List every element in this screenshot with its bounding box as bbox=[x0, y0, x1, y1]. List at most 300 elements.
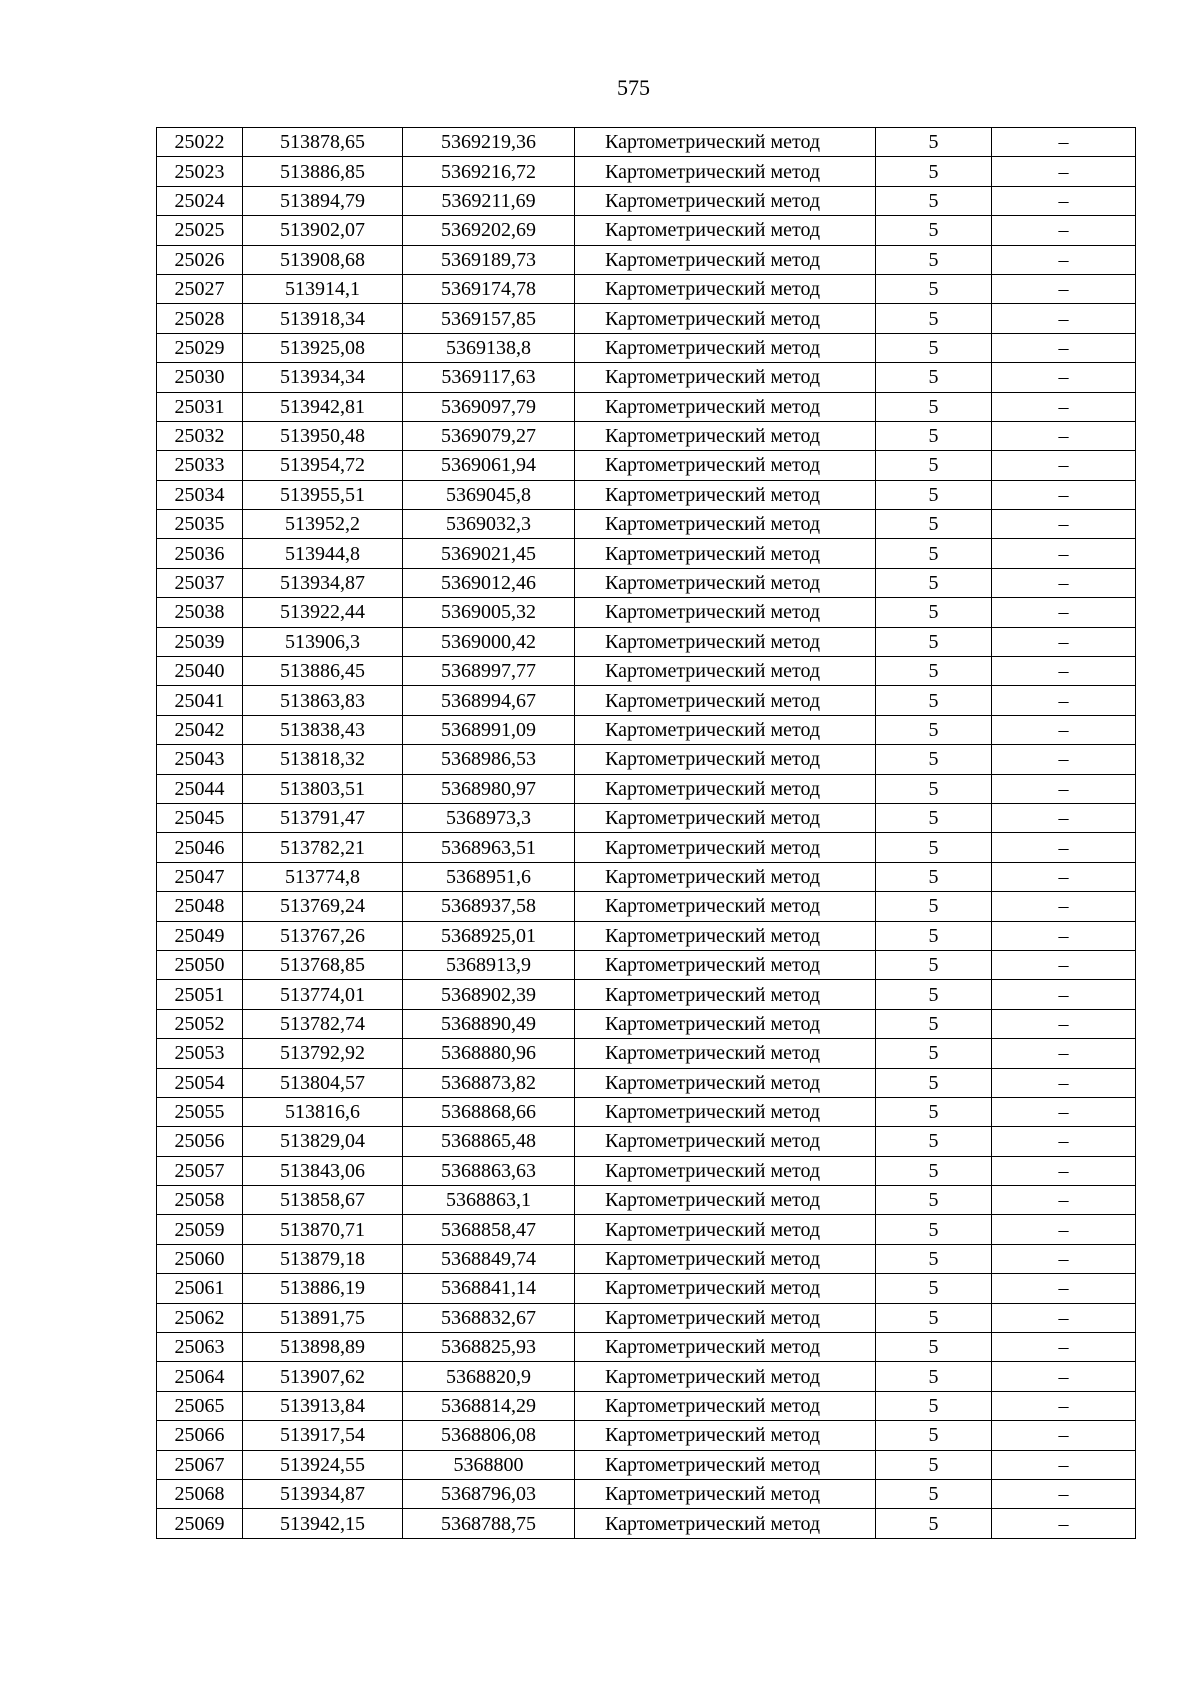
y-coordinate-cell: 5368997,77 bbox=[403, 657, 575, 686]
accuracy-cell: 5 bbox=[876, 950, 992, 979]
accuracy-cell: 5 bbox=[876, 1156, 992, 1185]
table-row bbox=[157, 1156, 1136, 1185]
description-cell: – bbox=[992, 1244, 1136, 1273]
x-coordinate-cell: 513782,74 bbox=[243, 1009, 403, 1038]
description-cell: – bbox=[992, 1421, 1136, 1450]
point-id-cell: 25038 bbox=[157, 598, 243, 627]
accuracy-cell: 5 bbox=[876, 304, 992, 333]
method-cell: Картометрический метод bbox=[575, 421, 876, 450]
point-id-cell: 25022 bbox=[157, 128, 243, 157]
point-id-cell: 25033 bbox=[157, 451, 243, 480]
description-cell: – bbox=[992, 1097, 1136, 1126]
accuracy-cell: 5 bbox=[876, 686, 992, 715]
x-coordinate-cell: 513950,48 bbox=[243, 421, 403, 450]
description-cell: – bbox=[992, 1186, 1136, 1215]
method-cell: Картометрический метод bbox=[575, 833, 876, 862]
method-cell: Картометрический метод bbox=[575, 657, 876, 686]
accuracy-cell: 5 bbox=[876, 1009, 992, 1038]
y-coordinate-cell: 5368806,08 bbox=[403, 1421, 575, 1450]
x-coordinate-cell: 513913,84 bbox=[243, 1391, 403, 1420]
x-coordinate-cell: 513886,85 bbox=[243, 157, 403, 186]
method-cell: Картометрический метод bbox=[575, 1479, 876, 1508]
table-row bbox=[157, 715, 1136, 744]
y-coordinate-cell: 5368880,96 bbox=[403, 1039, 575, 1068]
description-cell: – bbox=[992, 1127, 1136, 1156]
table-row bbox=[157, 216, 1136, 245]
table-row bbox=[157, 686, 1136, 715]
method-cell: Картометрический метод bbox=[575, 363, 876, 392]
y-coordinate-cell: 5368865,48 bbox=[403, 1127, 575, 1156]
table-row bbox=[157, 862, 1136, 891]
point-id-cell: 25058 bbox=[157, 1186, 243, 1215]
x-coordinate-cell: 513774,8 bbox=[243, 862, 403, 891]
description-cell: – bbox=[992, 774, 1136, 803]
description-cell: – bbox=[992, 333, 1136, 362]
method-cell: Картометрический метод bbox=[575, 980, 876, 1009]
point-id-cell: 25069 bbox=[157, 1509, 243, 1538]
point-id-cell: 25041 bbox=[157, 686, 243, 715]
x-coordinate-cell: 513934,87 bbox=[243, 568, 403, 597]
method-cell: Картометрический метод bbox=[575, 1303, 876, 1332]
y-coordinate-cell: 5368796,03 bbox=[403, 1479, 575, 1508]
y-coordinate-cell: 5368820,9 bbox=[403, 1362, 575, 1391]
x-coordinate-cell: 513894,79 bbox=[243, 186, 403, 215]
x-coordinate-cell: 513886,19 bbox=[243, 1274, 403, 1303]
description-cell: – bbox=[992, 186, 1136, 215]
accuracy-cell: 5 bbox=[876, 627, 992, 656]
point-id-cell: 25053 bbox=[157, 1039, 243, 1068]
method-cell: Картометрический метод bbox=[575, 1009, 876, 1038]
x-coordinate-cell: 513818,32 bbox=[243, 745, 403, 774]
table-row bbox=[157, 950, 1136, 979]
point-id-cell: 25056 bbox=[157, 1127, 243, 1156]
table-row bbox=[157, 245, 1136, 274]
description-cell: – bbox=[992, 657, 1136, 686]
table-row bbox=[157, 1362, 1136, 1391]
y-coordinate-cell: 5369138,8 bbox=[403, 333, 575, 362]
point-id-cell: 25048 bbox=[157, 892, 243, 921]
accuracy-cell: 5 bbox=[876, 480, 992, 509]
x-coordinate-cell: 513942,15 bbox=[243, 1509, 403, 1538]
y-coordinate-cell: 5369189,73 bbox=[403, 245, 575, 274]
y-coordinate-cell: 5369216,72 bbox=[403, 157, 575, 186]
x-coordinate-cell: 513891,75 bbox=[243, 1303, 403, 1332]
table-row bbox=[157, 1333, 1136, 1362]
description-cell: – bbox=[992, 1333, 1136, 1362]
description-cell: – bbox=[992, 1391, 1136, 1420]
y-coordinate-cell: 5368963,51 bbox=[403, 833, 575, 862]
point-id-cell: 25027 bbox=[157, 274, 243, 303]
table-row bbox=[157, 451, 1136, 480]
table-row bbox=[157, 392, 1136, 421]
y-coordinate-cell: 5368788,75 bbox=[403, 1509, 575, 1538]
method-cell: Картометрический метод bbox=[575, 1391, 876, 1420]
x-coordinate-cell: 513917,54 bbox=[243, 1421, 403, 1450]
accuracy-cell: 5 bbox=[876, 568, 992, 597]
accuracy-cell: 5 bbox=[876, 745, 992, 774]
table-row bbox=[157, 186, 1136, 215]
description-cell: – bbox=[992, 157, 1136, 186]
description-cell: – bbox=[992, 950, 1136, 979]
method-cell: Картометрический метод bbox=[575, 157, 876, 186]
table-row bbox=[157, 1009, 1136, 1038]
y-coordinate-cell: 5368890,49 bbox=[403, 1009, 575, 1038]
point-id-cell: 25062 bbox=[157, 1303, 243, 1332]
table-row bbox=[157, 1421, 1136, 1450]
accuracy-cell: 5 bbox=[876, 1303, 992, 1332]
accuracy-cell: 5 bbox=[876, 1186, 992, 1215]
accuracy-cell: 5 bbox=[876, 1421, 992, 1450]
y-coordinate-cell: 5368825,93 bbox=[403, 1333, 575, 1362]
y-coordinate-cell: 5368863,63 bbox=[403, 1156, 575, 1185]
description-cell: – bbox=[992, 1362, 1136, 1391]
method-cell: Картометрический метод bbox=[575, 598, 876, 627]
y-coordinate-cell: 5368800 bbox=[403, 1450, 575, 1479]
method-cell: Картометрический метод bbox=[575, 1421, 876, 1450]
description-cell: – bbox=[992, 715, 1136, 744]
y-coordinate-cell: 5368841,14 bbox=[403, 1274, 575, 1303]
accuracy-cell: 5 bbox=[876, 1097, 992, 1126]
point-id-cell: 25023 bbox=[157, 157, 243, 186]
method-cell: Картометрический метод bbox=[575, 216, 876, 245]
table-row bbox=[157, 1509, 1136, 1538]
x-coordinate-cell: 513908,68 bbox=[243, 245, 403, 274]
table-row bbox=[157, 539, 1136, 568]
method-cell: Картометрический метод bbox=[575, 392, 876, 421]
method-cell: Картометрический метод bbox=[575, 245, 876, 274]
point-id-cell: 25067 bbox=[157, 1450, 243, 1479]
table-row bbox=[157, 803, 1136, 832]
point-id-cell: 25030 bbox=[157, 363, 243, 392]
accuracy-cell: 5 bbox=[876, 980, 992, 1009]
x-coordinate-cell: 513924,55 bbox=[243, 1450, 403, 1479]
point-id-cell: 25045 bbox=[157, 803, 243, 832]
accuracy-cell: 5 bbox=[876, 363, 992, 392]
description-cell: – bbox=[992, 1274, 1136, 1303]
x-coordinate-cell: 513782,21 bbox=[243, 833, 403, 862]
method-cell: Картометрический метод bbox=[575, 1450, 876, 1479]
y-coordinate-cell: 5369117,63 bbox=[403, 363, 575, 392]
description-cell: – bbox=[992, 1009, 1136, 1038]
method-cell: Картометрический метод bbox=[575, 745, 876, 774]
y-coordinate-cell: 5368937,58 bbox=[403, 892, 575, 921]
accuracy-cell: 5 bbox=[876, 1450, 992, 1479]
point-id-cell: 25032 bbox=[157, 421, 243, 450]
method-cell: Картометрический метод bbox=[575, 1039, 876, 1068]
point-id-cell: 25064 bbox=[157, 1362, 243, 1391]
accuracy-cell: 5 bbox=[876, 421, 992, 450]
point-id-cell: 25060 bbox=[157, 1244, 243, 1273]
y-coordinate-cell: 5368858,47 bbox=[403, 1215, 575, 1244]
description-cell: – bbox=[992, 1215, 1136, 1244]
x-coordinate-cell: 513878,65 bbox=[243, 128, 403, 157]
description-cell: – bbox=[992, 274, 1136, 303]
point-id-cell: 25068 bbox=[157, 1479, 243, 1508]
description-cell: – bbox=[992, 627, 1136, 656]
table-row bbox=[157, 274, 1136, 303]
table-row bbox=[157, 1450, 1136, 1479]
coordinates-table-body bbox=[157, 128, 1136, 1539]
accuracy-cell: 5 bbox=[876, 1127, 992, 1156]
y-coordinate-cell: 5368814,29 bbox=[403, 1391, 575, 1420]
table-row bbox=[157, 1479, 1136, 1508]
accuracy-cell: 5 bbox=[876, 1333, 992, 1362]
description-cell: – bbox=[992, 480, 1136, 509]
accuracy-cell: 5 bbox=[876, 216, 992, 245]
x-coordinate-cell: 513843,06 bbox=[243, 1156, 403, 1185]
y-coordinate-cell: 5369032,3 bbox=[403, 510, 575, 539]
point-id-cell: 25040 bbox=[157, 657, 243, 686]
x-coordinate-cell: 513792,92 bbox=[243, 1039, 403, 1068]
x-coordinate-cell: 513954,72 bbox=[243, 451, 403, 480]
point-id-cell: 25024 bbox=[157, 186, 243, 215]
description-cell: – bbox=[992, 392, 1136, 421]
y-coordinate-cell: 5369000,42 bbox=[403, 627, 575, 656]
accuracy-cell: 5 bbox=[876, 715, 992, 744]
description-cell: – bbox=[992, 803, 1136, 832]
x-coordinate-cell: 513829,04 bbox=[243, 1127, 403, 1156]
point-id-cell: 25039 bbox=[157, 627, 243, 656]
table-row bbox=[157, 921, 1136, 950]
method-cell: Картометрический метод bbox=[575, 1127, 876, 1156]
description-cell: – bbox=[992, 686, 1136, 715]
x-coordinate-cell: 513907,62 bbox=[243, 1362, 403, 1391]
table-row bbox=[157, 421, 1136, 450]
accuracy-cell: 5 bbox=[876, 598, 992, 627]
accuracy-cell: 5 bbox=[876, 1509, 992, 1538]
y-coordinate-cell: 5368986,53 bbox=[403, 745, 575, 774]
accuracy-cell: 5 bbox=[876, 128, 992, 157]
description-cell: – bbox=[992, 216, 1136, 245]
table-row bbox=[157, 598, 1136, 627]
description-cell: – bbox=[992, 1479, 1136, 1508]
accuracy-cell: 5 bbox=[876, 657, 992, 686]
y-coordinate-cell: 5368994,67 bbox=[403, 686, 575, 715]
method-cell: Картометрический метод bbox=[575, 686, 876, 715]
description-cell: – bbox=[992, 892, 1136, 921]
point-id-cell: 25061 bbox=[157, 1274, 243, 1303]
method-cell: Картометрический метод bbox=[575, 950, 876, 979]
x-coordinate-cell: 513952,2 bbox=[243, 510, 403, 539]
x-coordinate-cell: 513955,51 bbox=[243, 480, 403, 509]
table-row bbox=[157, 1186, 1136, 1215]
point-id-cell: 25026 bbox=[157, 245, 243, 274]
x-coordinate-cell: 513804,57 bbox=[243, 1068, 403, 1097]
accuracy-cell: 5 bbox=[876, 157, 992, 186]
accuracy-cell: 5 bbox=[876, 892, 992, 921]
table-row bbox=[157, 333, 1136, 362]
description-cell: – bbox=[992, 1509, 1136, 1538]
table-row bbox=[157, 304, 1136, 333]
accuracy-cell: 5 bbox=[876, 1274, 992, 1303]
method-cell: Картометрический метод bbox=[575, 892, 876, 921]
method-cell: Картометрический метод bbox=[575, 1186, 876, 1215]
accuracy-cell: 5 bbox=[876, 1362, 992, 1391]
method-cell: Картометрический метод bbox=[575, 186, 876, 215]
point-id-cell: 25051 bbox=[157, 980, 243, 1009]
x-coordinate-cell: 513768,85 bbox=[243, 950, 403, 979]
x-coordinate-cell: 513902,07 bbox=[243, 216, 403, 245]
point-id-cell: 25028 bbox=[157, 304, 243, 333]
description-cell: – bbox=[992, 862, 1136, 891]
point-id-cell: 25035 bbox=[157, 510, 243, 539]
accuracy-cell: 5 bbox=[876, 1068, 992, 1097]
x-coordinate-cell: 513942,81 bbox=[243, 392, 403, 421]
x-coordinate-cell: 513774,01 bbox=[243, 980, 403, 1009]
x-coordinate-cell: 513803,51 bbox=[243, 774, 403, 803]
description-cell: – bbox=[992, 833, 1136, 862]
x-coordinate-cell: 513925,08 bbox=[243, 333, 403, 362]
x-coordinate-cell: 513934,34 bbox=[243, 363, 403, 392]
table-row bbox=[157, 980, 1136, 1009]
description-cell: – bbox=[992, 128, 1136, 157]
table-row bbox=[157, 510, 1136, 539]
method-cell: Картометрический метод bbox=[575, 480, 876, 509]
x-coordinate-cell: 513863,83 bbox=[243, 686, 403, 715]
y-coordinate-cell: 5369021,45 bbox=[403, 539, 575, 568]
method-cell: Картометрический метод bbox=[575, 539, 876, 568]
description-cell: – bbox=[992, 363, 1136, 392]
point-id-cell: 25059 bbox=[157, 1215, 243, 1244]
x-coordinate-cell: 513879,18 bbox=[243, 1244, 403, 1273]
x-coordinate-cell: 513816,6 bbox=[243, 1097, 403, 1126]
table-row bbox=[157, 1391, 1136, 1420]
method-cell: Картометрический метод bbox=[575, 451, 876, 480]
table-row bbox=[157, 745, 1136, 774]
y-coordinate-cell: 5368925,01 bbox=[403, 921, 575, 950]
accuracy-cell: 5 bbox=[876, 774, 992, 803]
x-coordinate-cell: 513914,1 bbox=[243, 274, 403, 303]
table-row bbox=[157, 1303, 1136, 1332]
accuracy-cell: 5 bbox=[876, 1391, 992, 1420]
table-row bbox=[157, 1068, 1136, 1097]
accuracy-cell: 5 bbox=[876, 803, 992, 832]
method-cell: Картометрический метод bbox=[575, 1362, 876, 1391]
y-coordinate-cell: 5368973,3 bbox=[403, 803, 575, 832]
x-coordinate-cell: 513886,45 bbox=[243, 657, 403, 686]
x-coordinate-cell: 513791,47 bbox=[243, 803, 403, 832]
y-coordinate-cell: 5368873,82 bbox=[403, 1068, 575, 1097]
accuracy-cell: 5 bbox=[876, 274, 992, 303]
description-cell: – bbox=[992, 510, 1136, 539]
method-cell: Картометрический метод bbox=[575, 627, 876, 656]
table-row bbox=[157, 1215, 1136, 1244]
table-row bbox=[157, 363, 1136, 392]
method-cell: Картометрический метод bbox=[575, 921, 876, 950]
accuracy-cell: 5 bbox=[876, 510, 992, 539]
y-coordinate-cell: 5368863,1 bbox=[403, 1186, 575, 1215]
method-cell: Картометрический метод bbox=[575, 274, 876, 303]
description-cell: – bbox=[992, 304, 1136, 333]
accuracy-cell: 5 bbox=[876, 1039, 992, 1068]
point-id-cell: 25054 bbox=[157, 1068, 243, 1097]
method-cell: Картометрический метод bbox=[575, 803, 876, 832]
method-cell: Картометрический метод bbox=[575, 568, 876, 597]
x-coordinate-cell: 513918,34 bbox=[243, 304, 403, 333]
description-cell: – bbox=[992, 980, 1136, 1009]
accuracy-cell: 5 bbox=[876, 1244, 992, 1273]
table-row bbox=[157, 128, 1136, 157]
description-cell: – bbox=[992, 1450, 1136, 1479]
table-row bbox=[157, 627, 1136, 656]
y-coordinate-cell: 5368902,39 bbox=[403, 980, 575, 1009]
y-coordinate-cell: 5368832,67 bbox=[403, 1303, 575, 1332]
point-id-cell: 25052 bbox=[157, 1009, 243, 1038]
point-id-cell: 25034 bbox=[157, 480, 243, 509]
point-id-cell: 25055 bbox=[157, 1097, 243, 1126]
x-coordinate-cell: 513769,24 bbox=[243, 892, 403, 921]
method-cell: Картометрический метод bbox=[575, 1097, 876, 1126]
accuracy-cell: 5 bbox=[876, 245, 992, 274]
table-row bbox=[157, 657, 1136, 686]
table-row bbox=[157, 1097, 1136, 1126]
method-cell: Картометрический метод bbox=[575, 774, 876, 803]
method-cell: Картометрический метод bbox=[575, 1274, 876, 1303]
x-coordinate-cell: 513858,67 bbox=[243, 1186, 403, 1215]
method-cell: Картометрический метод bbox=[575, 1068, 876, 1097]
method-cell: Картометрический метод bbox=[575, 862, 876, 891]
y-coordinate-cell: 5368991,09 bbox=[403, 715, 575, 744]
accuracy-cell: 5 bbox=[876, 1479, 992, 1508]
point-id-cell: 25029 bbox=[157, 333, 243, 362]
coordinates-table bbox=[156, 127, 1136, 1539]
description-cell: – bbox=[992, 539, 1136, 568]
x-coordinate-cell: 513922,44 bbox=[243, 598, 403, 627]
table-row bbox=[157, 157, 1136, 186]
method-cell: Картометрический метод bbox=[575, 333, 876, 362]
x-coordinate-cell: 513898,89 bbox=[243, 1333, 403, 1362]
y-coordinate-cell: 5369012,46 bbox=[403, 568, 575, 597]
point-id-cell: 25066 bbox=[157, 1421, 243, 1450]
point-id-cell: 25031 bbox=[157, 392, 243, 421]
method-cell: Картометрический метод bbox=[575, 1244, 876, 1273]
accuracy-cell: 5 bbox=[876, 862, 992, 891]
method-cell: Картометрический метод bbox=[575, 304, 876, 333]
description-cell: – bbox=[992, 451, 1136, 480]
point-id-cell: 25063 bbox=[157, 1333, 243, 1362]
page-number: 575 bbox=[617, 75, 650, 100]
point-id-cell: 25049 bbox=[157, 921, 243, 950]
table-row bbox=[157, 1039, 1136, 1068]
accuracy-cell: 5 bbox=[876, 451, 992, 480]
accuracy-cell: 5 bbox=[876, 921, 992, 950]
description-cell: – bbox=[992, 1303, 1136, 1332]
x-coordinate-cell: 513934,87 bbox=[243, 1479, 403, 1508]
description-cell: – bbox=[992, 1156, 1136, 1185]
point-id-cell: 25057 bbox=[157, 1156, 243, 1185]
method-cell: Картометрический метод bbox=[575, 1156, 876, 1185]
y-coordinate-cell: 5369211,69 bbox=[403, 186, 575, 215]
accuracy-cell: 5 bbox=[876, 833, 992, 862]
y-coordinate-cell: 5369174,78 bbox=[403, 274, 575, 303]
table-row bbox=[157, 833, 1136, 862]
description-cell: – bbox=[992, 568, 1136, 597]
x-coordinate-cell: 513767,26 bbox=[243, 921, 403, 950]
method-cell: Картометрический метод bbox=[575, 128, 876, 157]
y-coordinate-cell: 5369202,69 bbox=[403, 216, 575, 245]
method-cell: Картометрический метод bbox=[575, 715, 876, 744]
y-coordinate-cell: 5368980,97 bbox=[403, 774, 575, 803]
method-cell: Картометрический метод bbox=[575, 1509, 876, 1538]
point-id-cell: 25037 bbox=[157, 568, 243, 597]
point-id-cell: 25044 bbox=[157, 774, 243, 803]
y-coordinate-cell: 5369061,94 bbox=[403, 451, 575, 480]
y-coordinate-cell: 5369005,32 bbox=[403, 598, 575, 627]
table-row bbox=[157, 1274, 1136, 1303]
description-cell: – bbox=[992, 1039, 1136, 1068]
y-coordinate-cell: 5369097,79 bbox=[403, 392, 575, 421]
table-row bbox=[157, 1127, 1136, 1156]
